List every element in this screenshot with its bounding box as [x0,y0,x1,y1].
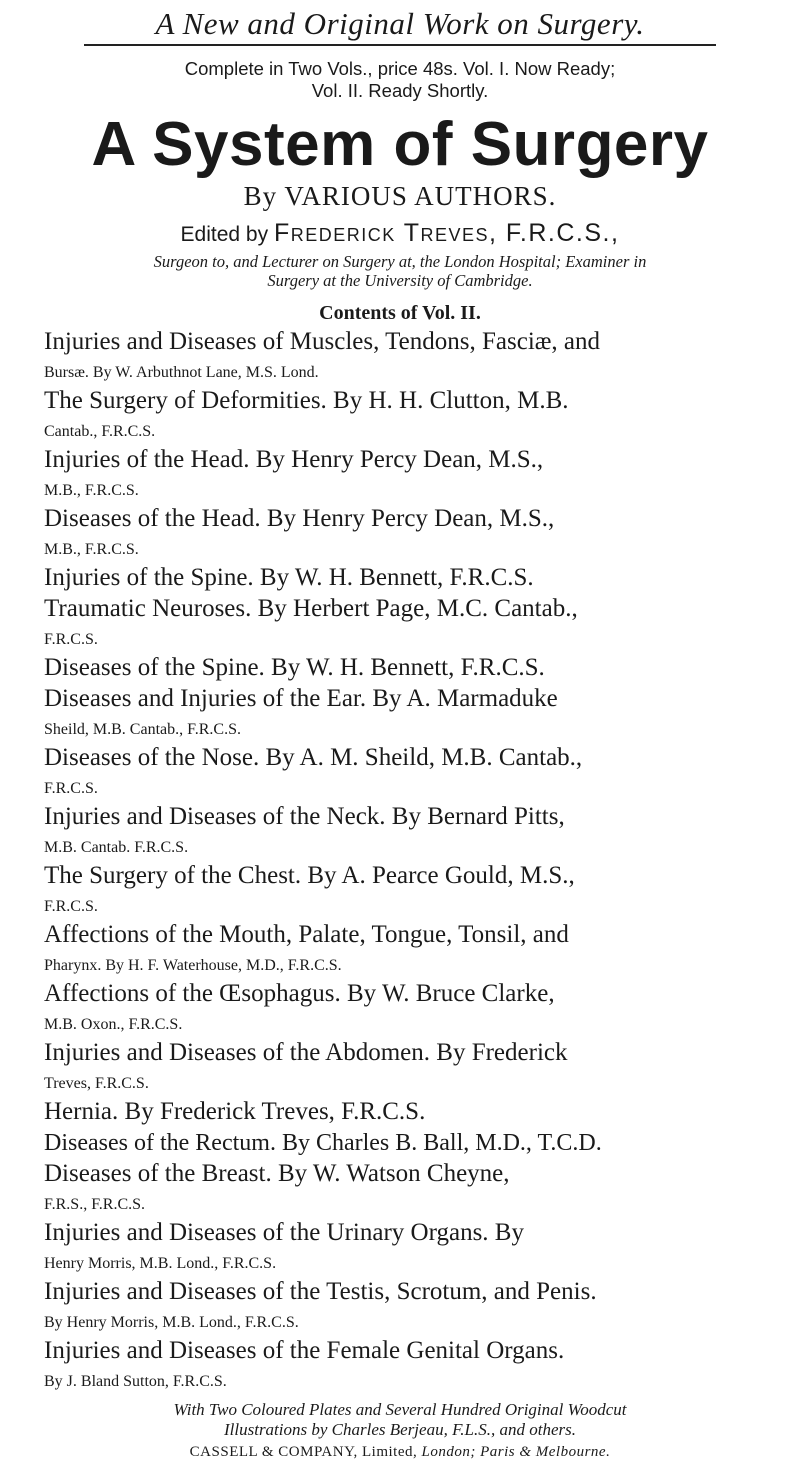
contents-entry: Diseases of the Spine. By W. H. Bennett, F.R.C.S. [44,654,545,681]
edition-line-1: Complete in Two Vols., price 48s. Vol. I. Now Ready; [184,58,616,79]
contents-entry: Traumatic Neuroses. By Herbert Page, M.C. Cantab., F.R.C.S. [44,595,578,648]
contents-entry: The Surgery of Deformities. By H. H. Clutton, M.B. Cantab., F.R.C.S. [44,387,569,440]
byline: By VARIOUS AUTHORS. [243,181,557,211]
contents-entry: Diseases of the Breast. By W. Watson Cheyne, F.R.S., F.R.C.S. [44,1160,510,1213]
contents-heading: Contents of Vol. II. [319,302,481,324]
contents-entry: Hernia. By Frederick Treves, F.R.C.S. [44,1098,426,1125]
contents-entry: Injuries and Diseases of the Female Genital Organs. By J. Bland Sutton, F.R.C.S. [44,1337,565,1390]
editor-credentials-2: Surgery at the University of Cambridge. [267,271,533,290]
publisher-name: CASSELL & COMPANY, Limited, [189,1444,418,1460]
illustrations-note-2: Illustrations by Charles Berjeau, F.L.S., and others. [224,1420,576,1439]
contents-list [44,328,756,1396]
contents-entry: Affections of the Mouth, Palate, Tongue, Tonsil, and Pharynx. By H. F. Waterhouse, M.D., F.R.C.S. [44,921,569,974]
contents-entry: Injuries and Diseases of the Testis, Scrotum, and Penis. By Henry Morris, M.B. Lond., F.R.C.S. [44,1278,597,1331]
contents-entry: Diseases and Injuries of the Ear. By A. Marmaduke Sheild, M.B. Cantab., F.R.C.S. [44,685,558,738]
contents-entry: The Surgery of the Chest. By A. Pearce Gould, M.S., F.R.C.S. [44,862,575,915]
editor-line [44,218,756,250]
contents-entry: Injuries of the Head. By Henry Percy Dean, M.S., M.B., F.R.C.S. [44,446,544,499]
edition-line-2: Vol. II. Ready Shortly. [311,80,489,101]
contents-entry: Injuries and Diseases of the Abdomen. By Frederick Treves, F.R.C.S. [44,1039,568,1092]
contents-entry: Diseases of the Nose. By A. M. Sheild, M.B. Cantab., F.R.C.S. [44,744,583,797]
contents-entry: Injuries and Diseases of the Urinary Organs. By Henry Morris, M.B. Lond., F.R.C.S. [44,1219,524,1272]
contents-entry: Diseases of the Rectum. By Charles B. Ball, M.D., T.C.D. [44,1130,602,1156]
editor-prefix: Edited by [180,223,269,246]
contents-entry: Injuries and Diseases of the Neck. By Bernard Pitts, M.B. Cantab. F.R.C.S. [44,803,565,856]
publisher-places: London; Paris & Melbourne. [421,1444,611,1460]
publisher-line [44,1442,756,1462]
contents-entry: Injuries of the Spine. By W. H. Bennett, F.R.C.S. [44,564,534,591]
contents-entry: Affections of the Œsophagus. By W. Bruce Clarke, M.B. Oxon., F.R.C.S. [44,980,555,1033]
editor-name: Frederick Treves, F.R.C.S., [273,219,620,247]
contents-entry: Diseases of the Head. By Henry Percy Dean, M.S., M.B., F.R.C.S. [44,505,555,558]
editor-credentials-1: Surgeon to, and Lecturer on Surgery at, the London Hospital; Examiner in [153,252,647,271]
contents-entry: Injuries and Diseases of Muscles, Tendons, Fasciæ, and Bursæ. By W. Arbuthnot Lane, M.S. Lond. [44,328,601,381]
page-heading: A New and Original Work on Surgery. [84,0,716,46]
book-title: A System of Surgery [91,110,709,179]
illustrations-note-1: With Two Coloured Plates and Several Hundred Original Woodcut [173,1400,627,1419]
